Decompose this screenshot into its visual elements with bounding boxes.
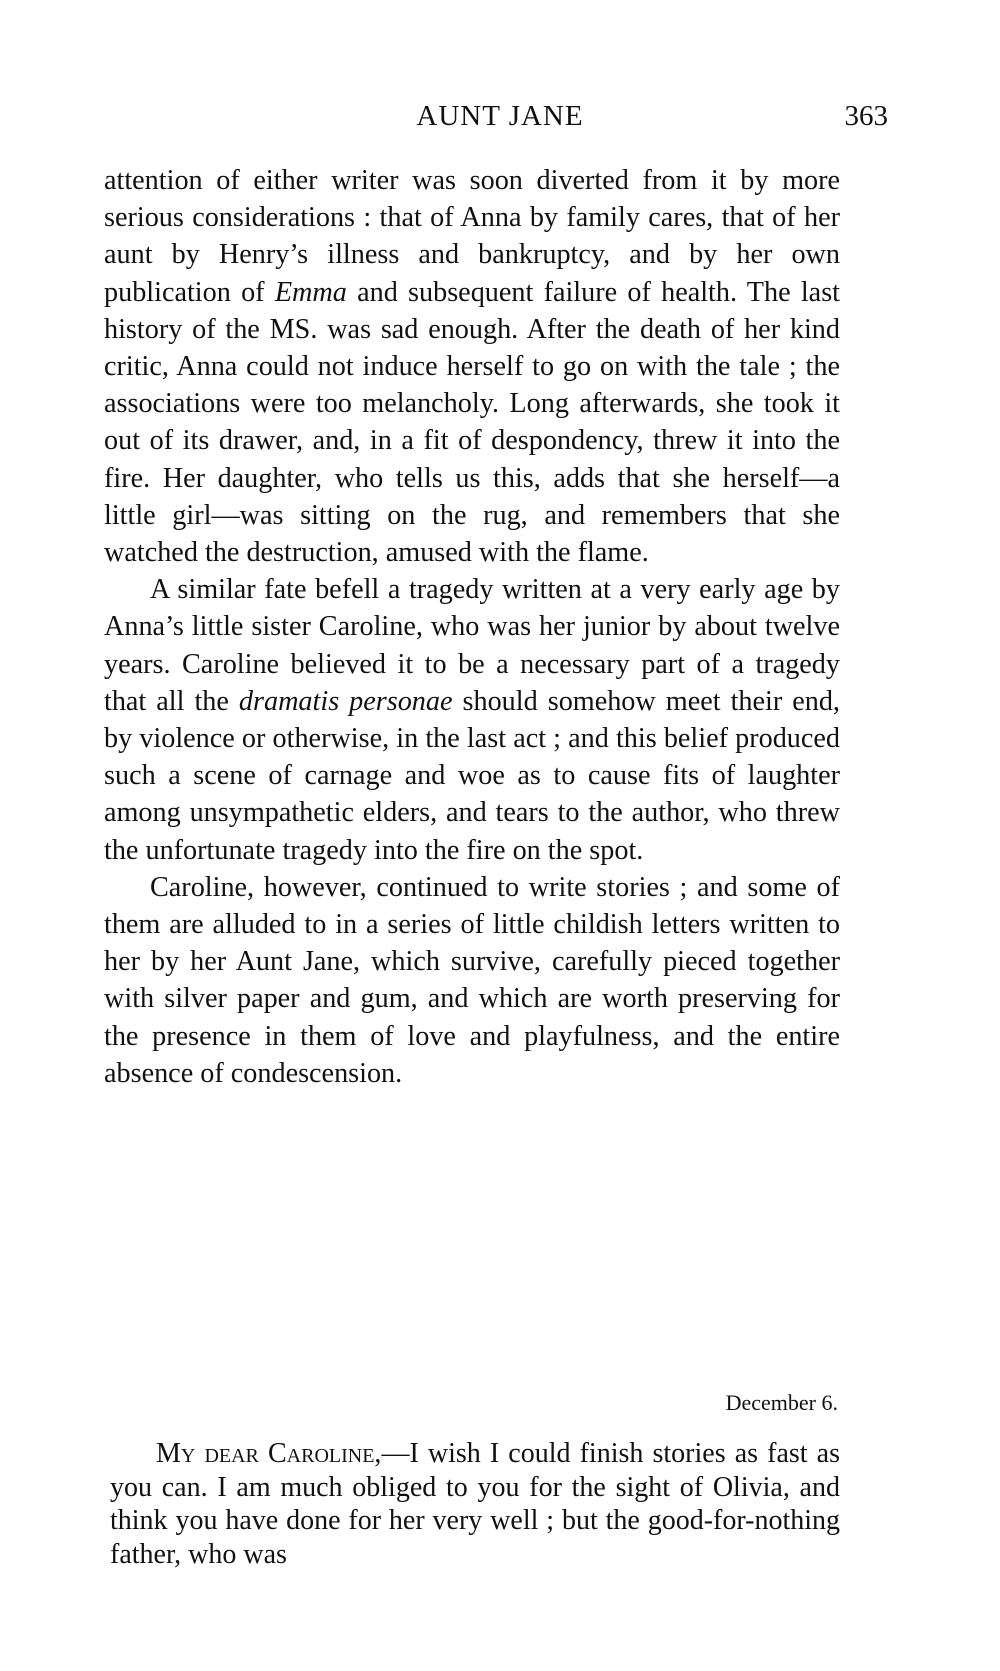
letter-salutation: My dear Caroline, [156,1438,382,1469]
paragraph-2 [104,571,840,869]
page-number: 363 [844,100,888,132]
paragraph-2-text-a: A similar fate befell a tragedy written at a very early age by Anna’s little sister Caroline, who was her junior by about twelve years. Caroline believed it to be a necessary part of a tragedy that all the [104,574,840,717]
letter-paragraph [110,1437,840,1571]
body-text [104,162,840,1092]
letter-body [110,1437,840,1571]
paragraph-1-text-a: attention of either writer was soon diverted from it by more serious considerations : that of Anna by family cares, that of her aunt by Henry’s illness and bankruptcy, and by her own publication of [104,165,840,308]
running-title: AUNT JANE [416,100,584,132]
page-header [0,100,1000,140]
paragraph-1-text-b: and subsequent failure of health. The last history of the MS. was sad enough. After the death of her kind critic, Anna could not induce herself to go on with the tale ; the associations were too melancholy. Long afterwards, she took it out of its drawer, and, in a fit of despondency, threw it into the fire. Her daughter, who tells us this, adds that she herself—a little girl—was sitting on the rug, and remembers that she watched the destruction, amused with the flame. [104,276,840,569]
paragraph-3: Caroline, however, continued to write stories ; and some of them are alluded to in a series of little childish letters written to her by her Aunt Jane, which survive, carefully pieced together with silver paper and gum, and which are worth preserving for the presence in them of love and playfulness, and the entire absence of condescension. [104,871,840,1089]
paragraph-2-text-b: should somehow meet their end, by violence or otherwise, in the last act ; and this belief produced such a scene of carnage and woe as to cause fits of laughter among unsympathetic elders, and tears to the author, who threw the unfortunate tragedy into the fire on the spot. [104,685,840,866]
letter-date: December 6. [725,1390,838,1415]
dramatis-personae: dramatis personae [238,685,453,717]
letter-text: —I wish I could finish stories as fast as you can. I am much obliged to you for the sight of Olivia, and think you have done for her very well ; but the good-for-nothing father, who was [110,1438,840,1570]
paragraph-1 [104,162,840,571]
emma-title: Emma [274,276,347,308]
